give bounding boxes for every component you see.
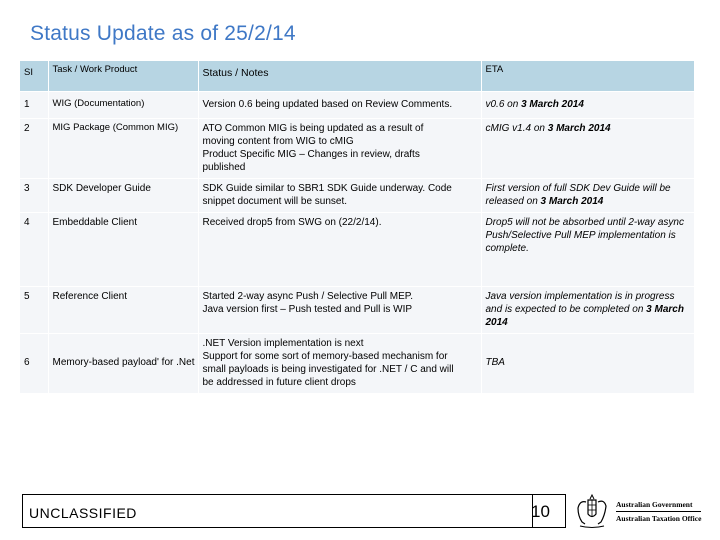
row-status: Version 0.6 being updated based on Review Comments. bbox=[198, 91, 481, 118]
row-eta: Drop5 will not be absorbed until 2-way async Push/Selective Pull MEP implementation is complete. bbox=[481, 212, 694, 286]
row-si: 3 bbox=[20, 178, 48, 212]
row-status: Started 2-way async Push / Selective Pull MEP. Java version first – Push tested and Pull is WIP bbox=[198, 286, 481, 333]
row-work-product: SDK Developer Guide bbox=[48, 178, 198, 212]
slide-title: Status Update as of 25/2/14 bbox=[30, 22, 296, 45]
row-eta: v0.6 on 3 March 2014 bbox=[481, 91, 694, 118]
row-work-product: Embeddable Client bbox=[48, 212, 198, 286]
row-eta: Java version implementation is in progress and is expected to be completed on 3 March 2014 bbox=[481, 286, 694, 333]
row-si: 6 bbox=[20, 333, 48, 393]
header-work-product: Task / Work Product bbox=[48, 61, 198, 91]
page-number: 10 bbox=[516, 494, 566, 528]
row-work-product: MIG Package (Common MIG) bbox=[48, 118, 198, 178]
row-eta: TBA bbox=[481, 333, 694, 393]
classification-label: UNCLASSIFIED bbox=[22, 494, 533, 528]
row-work-product: WIG (Documentation) bbox=[48, 91, 198, 118]
table-row bbox=[20, 212, 694, 286]
header-si: SI bbox=[24, 67, 33, 78]
row-eta: First version of full SDK Dev Guide will be released on 3 March 2014 bbox=[481, 178, 694, 212]
status-table bbox=[20, 61, 694, 393]
coat-of-arms-icon bbox=[572, 490, 612, 530]
header-status: Status / Notes bbox=[198, 61, 481, 91]
row-status: .NET Version implementation is next Support for some sort of memory-based mechanism for small payloads is being investigated for .NET / C and will be addressed in future client drops bbox=[198, 333, 481, 393]
logo-text-ato: Australian Taxation Office bbox=[616, 511, 701, 523]
table-row bbox=[20, 333, 694, 393]
logo-text-government: Australian Government bbox=[616, 500, 693, 509]
row-work-product: Memory-based payload' for .Net bbox=[48, 333, 198, 393]
table-row bbox=[20, 178, 694, 212]
row-si: 1 bbox=[20, 91, 48, 118]
table-header-row bbox=[20, 61, 694, 91]
row-work-product: Reference Client bbox=[48, 286, 198, 333]
row-status: ATO Common MIG is being updated as a result of moving content from WIG to cMIG Product Specific MIG – Changes in review, drafts published bbox=[198, 118, 481, 178]
row-status: SDK Guide similar to SBR1 SDK Guide underway. Code snippet document will be sunset. bbox=[198, 178, 481, 212]
table-row bbox=[20, 91, 694, 118]
table-row bbox=[20, 118, 694, 178]
row-status: Received drop5 from SWG on (22/2/14). bbox=[198, 212, 481, 286]
ato-logo bbox=[572, 490, 712, 530]
row-eta: cMIG v1.4 on 3 March 2014 bbox=[481, 118, 694, 178]
row-si: 5 bbox=[20, 286, 48, 333]
row-si: 2 bbox=[20, 118, 48, 178]
row-si: 4 bbox=[20, 212, 48, 286]
table-row bbox=[20, 286, 694, 333]
header-eta: ETA bbox=[481, 61, 694, 91]
